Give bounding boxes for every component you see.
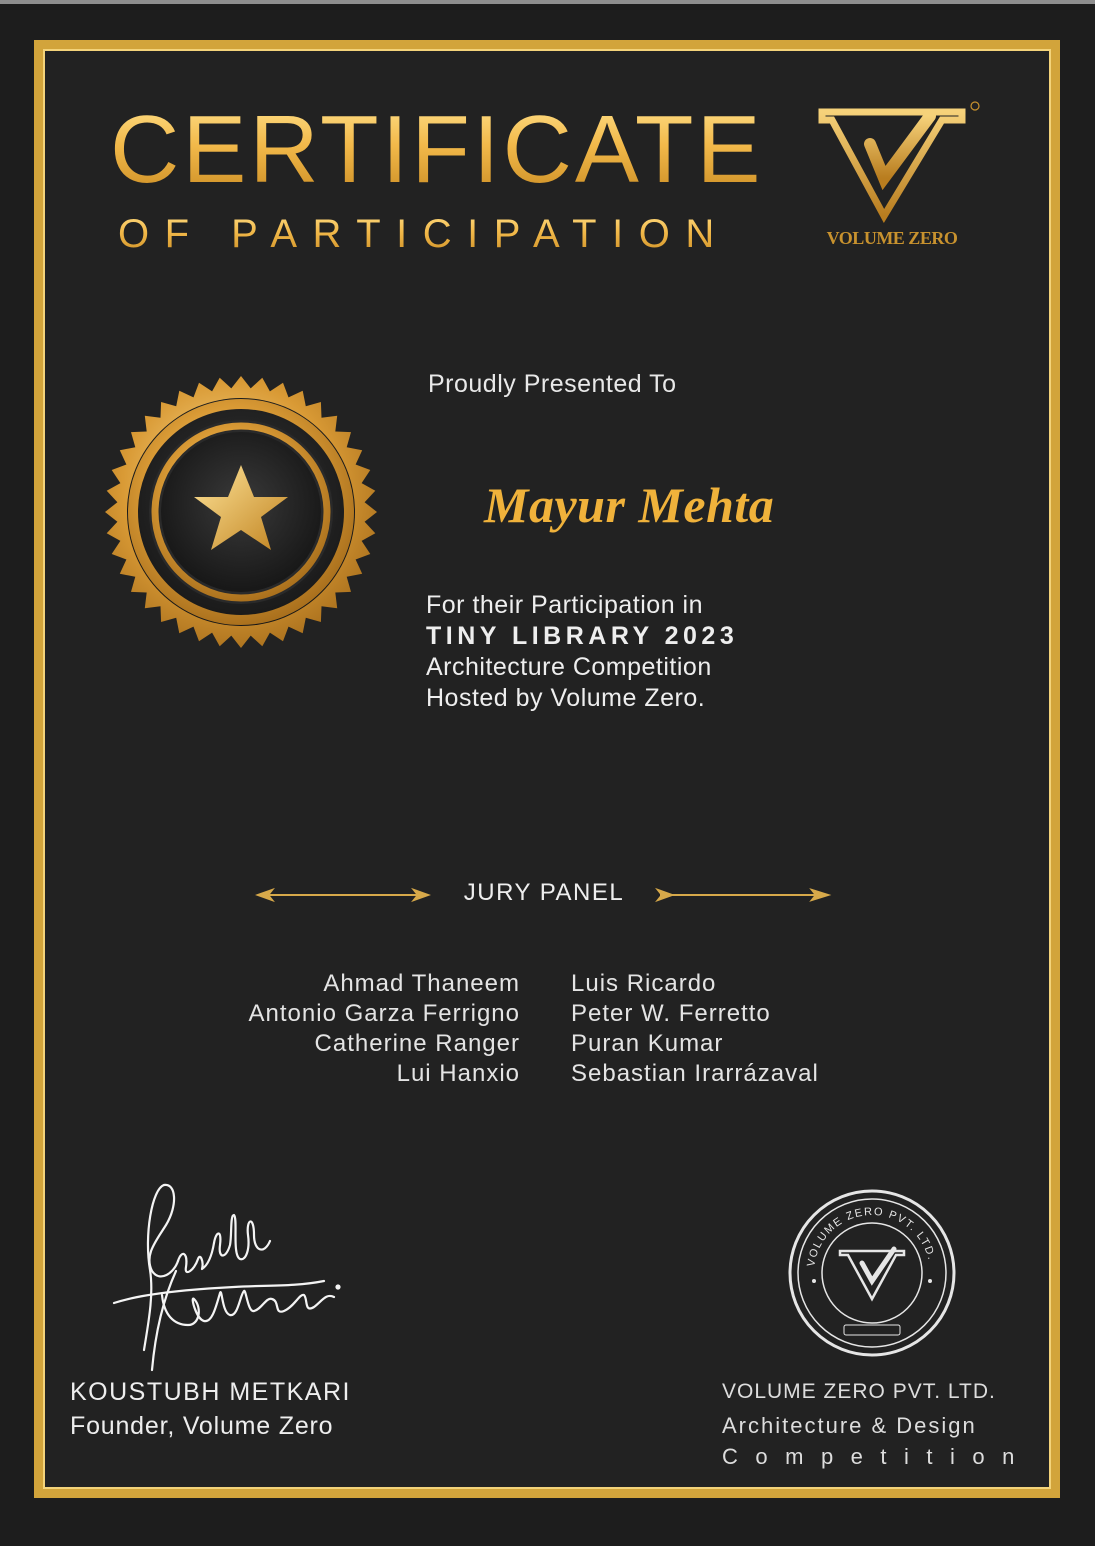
signature-icon <box>104 1175 354 1375</box>
certificate-subtitle: OF PARTICIPATION <box>118 212 730 256</box>
top-edge-line <box>0 0 1095 4</box>
jury-list-right <box>571 969 819 1089</box>
certificate-title: CERTIFICATE <box>110 96 764 203</box>
stamp-text: VOLUME ZERO PVT. LTD. <box>805 1205 938 1268</box>
recipient-name: Mayur Mehta <box>484 477 775 533</box>
company-stamp-icon <box>784 1185 960 1361</box>
event-name: TINY LIBRARY 2023 <box>426 622 739 650</box>
jury-member: Antonio Garza Ferrigno <box>248 1000 520 1027</box>
jury-member: Puran Kumar <box>571 1030 724 1057</box>
star-seal-icon <box>104 375 378 649</box>
signatory-role: Founder, Volume Zero <box>70 1412 334 1440</box>
participation-line-1: For their Participation in <box>426 591 704 619</box>
jury-member: Ahmad Thaneem <box>323 970 520 997</box>
jury-member: Sebastian Irarrázaval <box>571 1060 819 1087</box>
participation-line-4: Hosted by Volume Zero. <box>426 684 706 712</box>
jury-member: Peter W. Ferretto <box>571 1000 771 1027</box>
jury-panel-heading <box>254 872 834 916</box>
participation-line-3: Architecture Competition <box>426 653 712 681</box>
company-tagline-2: Competition <box>722 1444 1032 1469</box>
jury-member: Catherine Ranger <box>314 1030 520 1057</box>
jury-list-left <box>249 969 520 1089</box>
participation-text <box>426 590 738 714</box>
presented-to-label: Proudly Presented To <box>428 370 677 398</box>
company-name: VOLUME ZERO PVT. LTD. <box>722 1380 996 1403</box>
signatory-name: KOUSTUBH METKARI <box>70 1378 351 1406</box>
company-tagline-1: Architecture & Design <box>722 1413 977 1438</box>
brand-name: VOLUME ZERO <box>826 228 958 248</box>
jury-panel-label: JURY PANEL <box>463 879 625 906</box>
jury-member: Lui Hanxio <box>396 1060 520 1087</box>
jury-member: Luis Ricardo <box>571 970 717 997</box>
